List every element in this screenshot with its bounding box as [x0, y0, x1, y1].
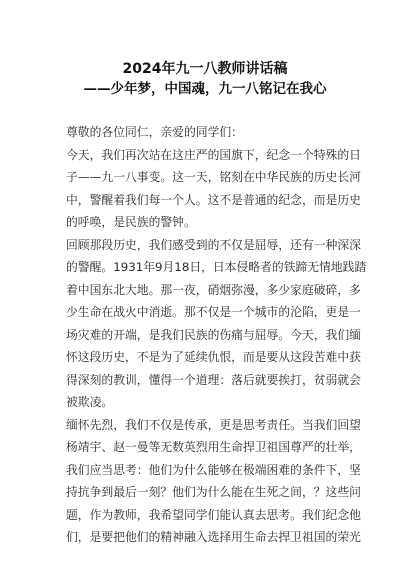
- body-line: 的呼唤，是民族的警钟。: [66, 215, 196, 229]
- body-line: 子——九一八事变。这一天，铭刻在中华民族的历史长河: [66, 170, 361, 184]
- body-line: 题，作为教师，我希望同学们能认真去思考。我们纪念他: [66, 508, 361, 522]
- document-title: 2024年九一八教师讲话稿: [122, 61, 288, 77]
- document-subtitle: ——少年梦，中国魂，九一八铭记在我心: [83, 81, 327, 97]
- body-line: 们，是要把他们的精神融入选择用生命去捍卫祖国的荣光: [66, 530, 361, 544]
- body-line: 今天，我们再次站在这庄严的国旗下，纪念一个特殊的日: [66, 148, 361, 162]
- body-line: 怀这段历史，不是为了延续仇恨，而是要从这段苦难中获: [66, 350, 361, 364]
- body-line: 得深刻的教训，懂得一个道理：落后就要挨打，贫弱就会: [66, 373, 361, 387]
- body-line: 着中国东北大地。那一夜，硝烟弥漫，多少家庭破碎，多: [66, 283, 361, 297]
- body-line: 尊敬的各位同仁，亲爱的同学们：: [66, 125, 243, 139]
- body-line: 我们应当思考：他们为什么能够在极端困难的条件下，坚: [66, 463, 361, 477]
- body-line: 回顾那段历史，我们感受到的不仅是屈辱，还有一种深深: [66, 238, 361, 252]
- body-line: 被欺凌。: [66, 395, 114, 409]
- body-line: 的警醒。1931年9月18日，日本侵略者的铁蹄无情地践踏: [66, 260, 367, 274]
- body-line: 少生命在战火中消逝。那不仅是一个城市的沦陷，更是一: [66, 305, 361, 319]
- body-line: 杨靖宇、赵一曼等无数英烈用生命捍卫祖国尊严的壮举，: [66, 440, 361, 454]
- body-line: 缅怀先烈，我们不仅是传承，更是思考责任。当我们回望: [66, 418, 361, 432]
- body-line: 中，警醒着我们每一个人。这不是普通的纪念，而是历史: [66, 193, 361, 207]
- body-line: 持抗争到最后一刻？他们为什么能在生死之间，？这些问: [66, 485, 361, 499]
- body-line: 场灾难的开端，是我们民族的伤痛与屈辱。今天，我们缅: [66, 328, 361, 342]
